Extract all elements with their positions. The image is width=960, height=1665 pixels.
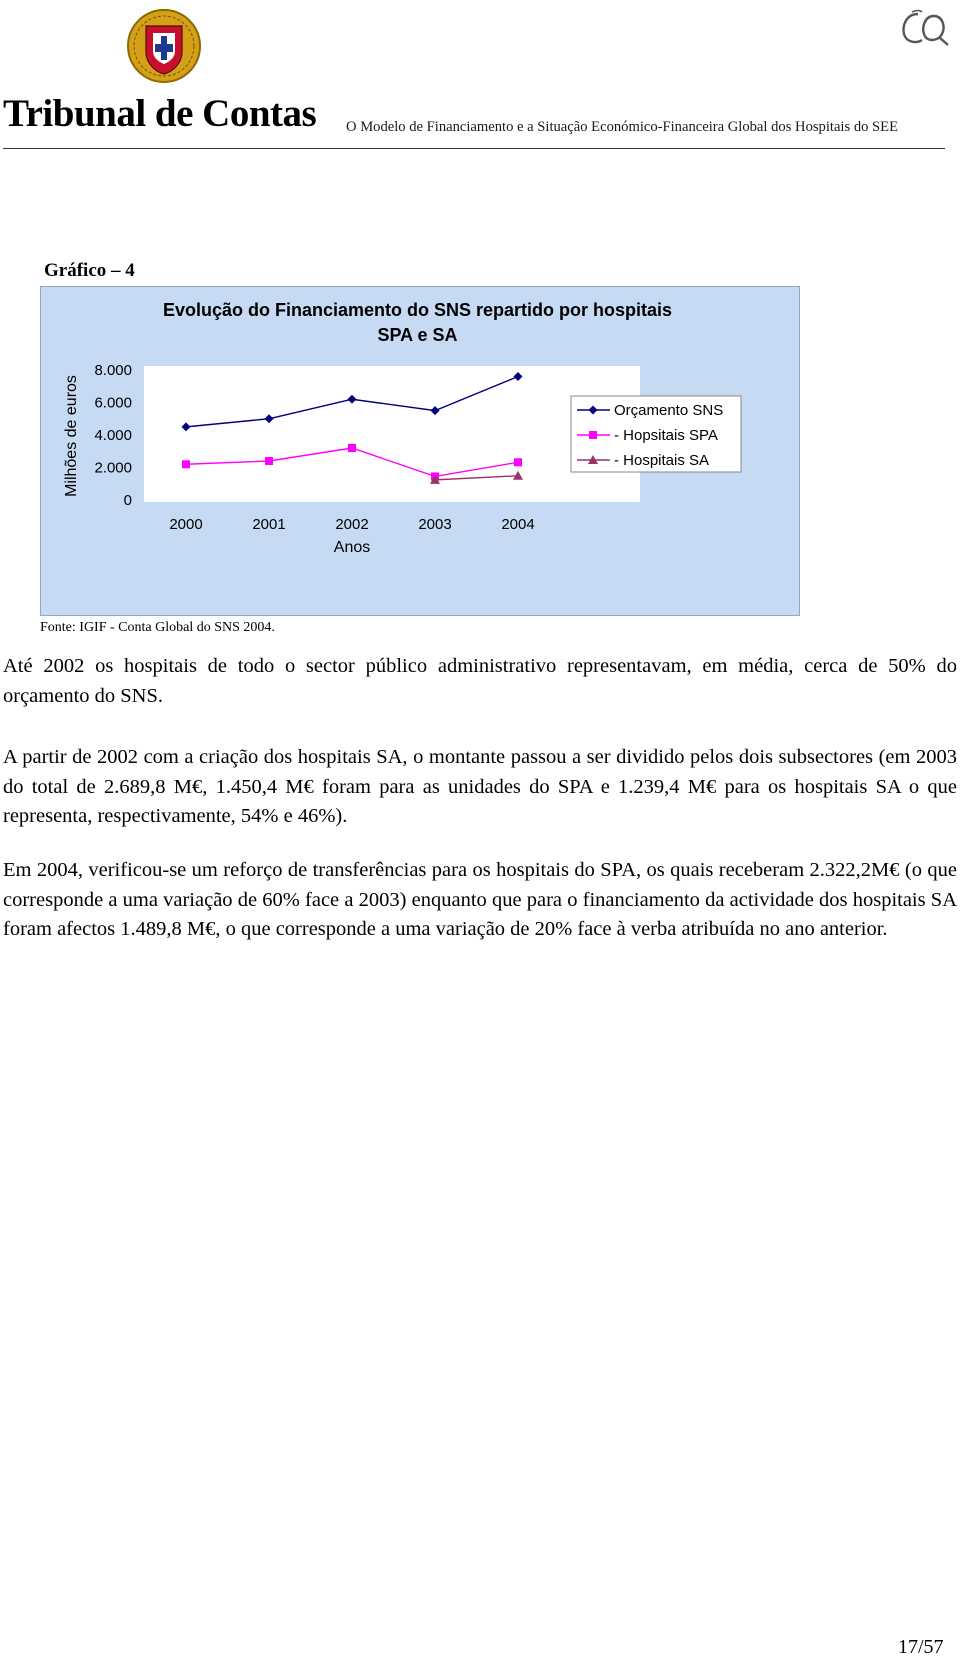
- x-tick-label: 2002: [335, 516, 369, 533]
- x-axis-title: Anos: [333, 539, 371, 556]
- header-subtitle: O Modelo de Financiamento e a Situação Económico-Financeira Global dos Hospitais do SEE: [346, 119, 899, 135]
- y-tick-label: 0: [123, 492, 132, 509]
- figure-label: Gráfico – 4: [44, 260, 135, 281]
- monogram-logo: [898, 8, 954, 48]
- body-paragraph: A partir de 2002 com a criação dos hospitais SA, o montante passou a ser dividido pelos dois subsectores (em 2003 do total de 2.689,8 M€, 1.450,4 M€ foram para as unidades do SPA e 1.239,4 M€ para os hospitais SA o que representa, respectivamente, 54% e 46%).: [3, 746, 957, 827]
- x-tick-label: 2001: [252, 516, 286, 533]
- coat-of-arms-logo: [124, 4, 204, 88]
- y-tick-label: 4.000: [94, 427, 132, 444]
- data-point-marker: [589, 431, 597, 439]
- header-title: Tribunal de Contas: [3, 92, 317, 135]
- body-paragraph: Em 2004, verificou-se um reforço de transferências para os hospitais do SPA, os quais receberam 2.322,2M€ (o que corresponde a uma variação de 60% face a 2003) enquanto que para o financiamento da actividade dos hospitais SA foram afectos 1.489,8 M€, o que corresponde a uma variação de 20% face à verba atribuída no ano anterior.: [3, 859, 957, 940]
- body-paragraph: Até 2002 os hospitais de todo o sector público administrativo representavam, em média, cerca de 50% do orçamento do SNS.: [3, 655, 957, 707]
- data-point-marker: [265, 457, 273, 465]
- chart-title: Evolução do Financiamento do SNS repartido por hospitais: [162, 300, 673, 320]
- y-tick-label: 2.000: [94, 459, 132, 477]
- data-point-marker: [514, 458, 522, 466]
- x-tick-label: 2004: [501, 516, 535, 533]
- legend-label: - Hospitais SA: [614, 452, 710, 469]
- chart-title-line-2: SPA e SA: [377, 325, 458, 345]
- page-number: 17/57: [898, 1636, 944, 1658]
- legend-label: Orçamento SNS: [614, 402, 724, 419]
- y-tick-label: 6.000: [94, 394, 132, 412]
- plot-area: [144, 366, 640, 502]
- header-divider: [3, 148, 945, 149]
- data-point-marker: [348, 444, 356, 452]
- x-tick-label: 2003: [418, 516, 452, 533]
- y-tick-label: 8.000: [94, 362, 132, 379]
- legend-label: - Hopsitais SPA: [614, 427, 718, 444]
- x-tick-label: 2000: [169, 516, 203, 533]
- data-point-marker: [182, 460, 190, 468]
- y-axis-title: Milhões de euros: [63, 375, 80, 497]
- figure-source: Fonte: IGIF - Conta Global do SNS 2004.: [40, 620, 275, 635]
